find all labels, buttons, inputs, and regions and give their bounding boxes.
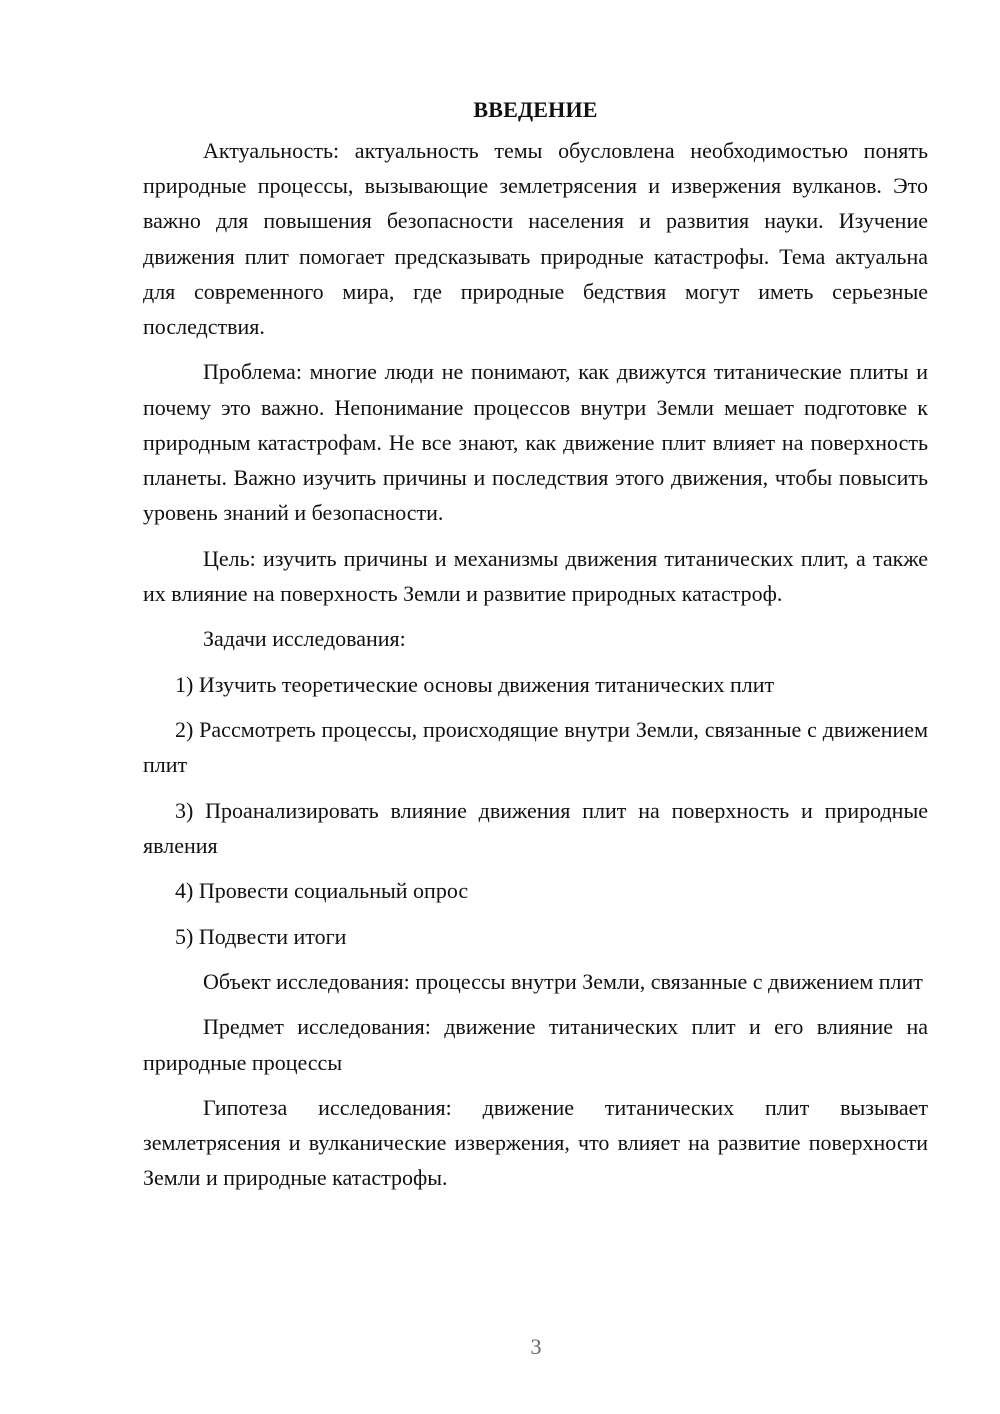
tasks-heading: Задачи исследования: xyxy=(203,626,406,652)
task-item-1: 1) Изучить теоретические основы движения титанических плит xyxy=(175,671,775,697)
paragraph-problem: Проблема: многие люди не понимают, как движутся титанические плиты и почему это важно. Непонимание процессов внутри Земли мешает подготовке к природным катастрофам. Не все знают, как движение плит влияет на поверхность планеты. Важно изучить причины и последствия этого движения, чтобы повысить уровень знаний и безопасности. xyxy=(143,359,928,526)
task-item-3: 3) Проанализировать влияние движения плит на поверхность и природные явления xyxy=(143,797,928,858)
task-item-2: 2) Рассмотреть процессы, происходящие внутри Земли, связанные с движением плит xyxy=(143,716,928,778)
paragraph-object: Объект исследования: процессы внутри Земли, связанные с движением плит xyxy=(203,968,923,994)
page-title: ВВЕДЕНИЕ xyxy=(473,97,598,122)
paragraph-hypothesis: Гипотеза исследования: движение титанических плит вызывает землетрясения и вулканические извержения, что влияет на развитие поверхности Земли и природные катастрофы. xyxy=(143,1094,928,1191)
paragraph-subject: Предмет исследования: движение титанических плит и его влияние на природные процессы xyxy=(143,1014,928,1075)
paragraph-goal: Цель: изучить причины и механизмы движения титанических плит, а также их влияние на поверхность Земли и развитие природных катастроф. xyxy=(143,545,928,606)
page-content xyxy=(143,92,928,1206)
task-item-4: 4) Провести социальный опрос xyxy=(175,878,469,904)
task-item-5: 5) Подвести итоги xyxy=(175,923,347,949)
page-number: 3 xyxy=(530,1334,542,1359)
paragraph-relevance: Актуальность: актуальность темы обусловлена необходимостью понять природные процессы, вызывающие землетрясения и извержения вулканов. Это важно для повышения безопасности населения и развития науки. Изучение движения плит помогает предсказывать природные катастрофы. Тема актуальна для современного мира, где природные бедствия могут иметь серьезные последствия. xyxy=(143,138,928,340)
